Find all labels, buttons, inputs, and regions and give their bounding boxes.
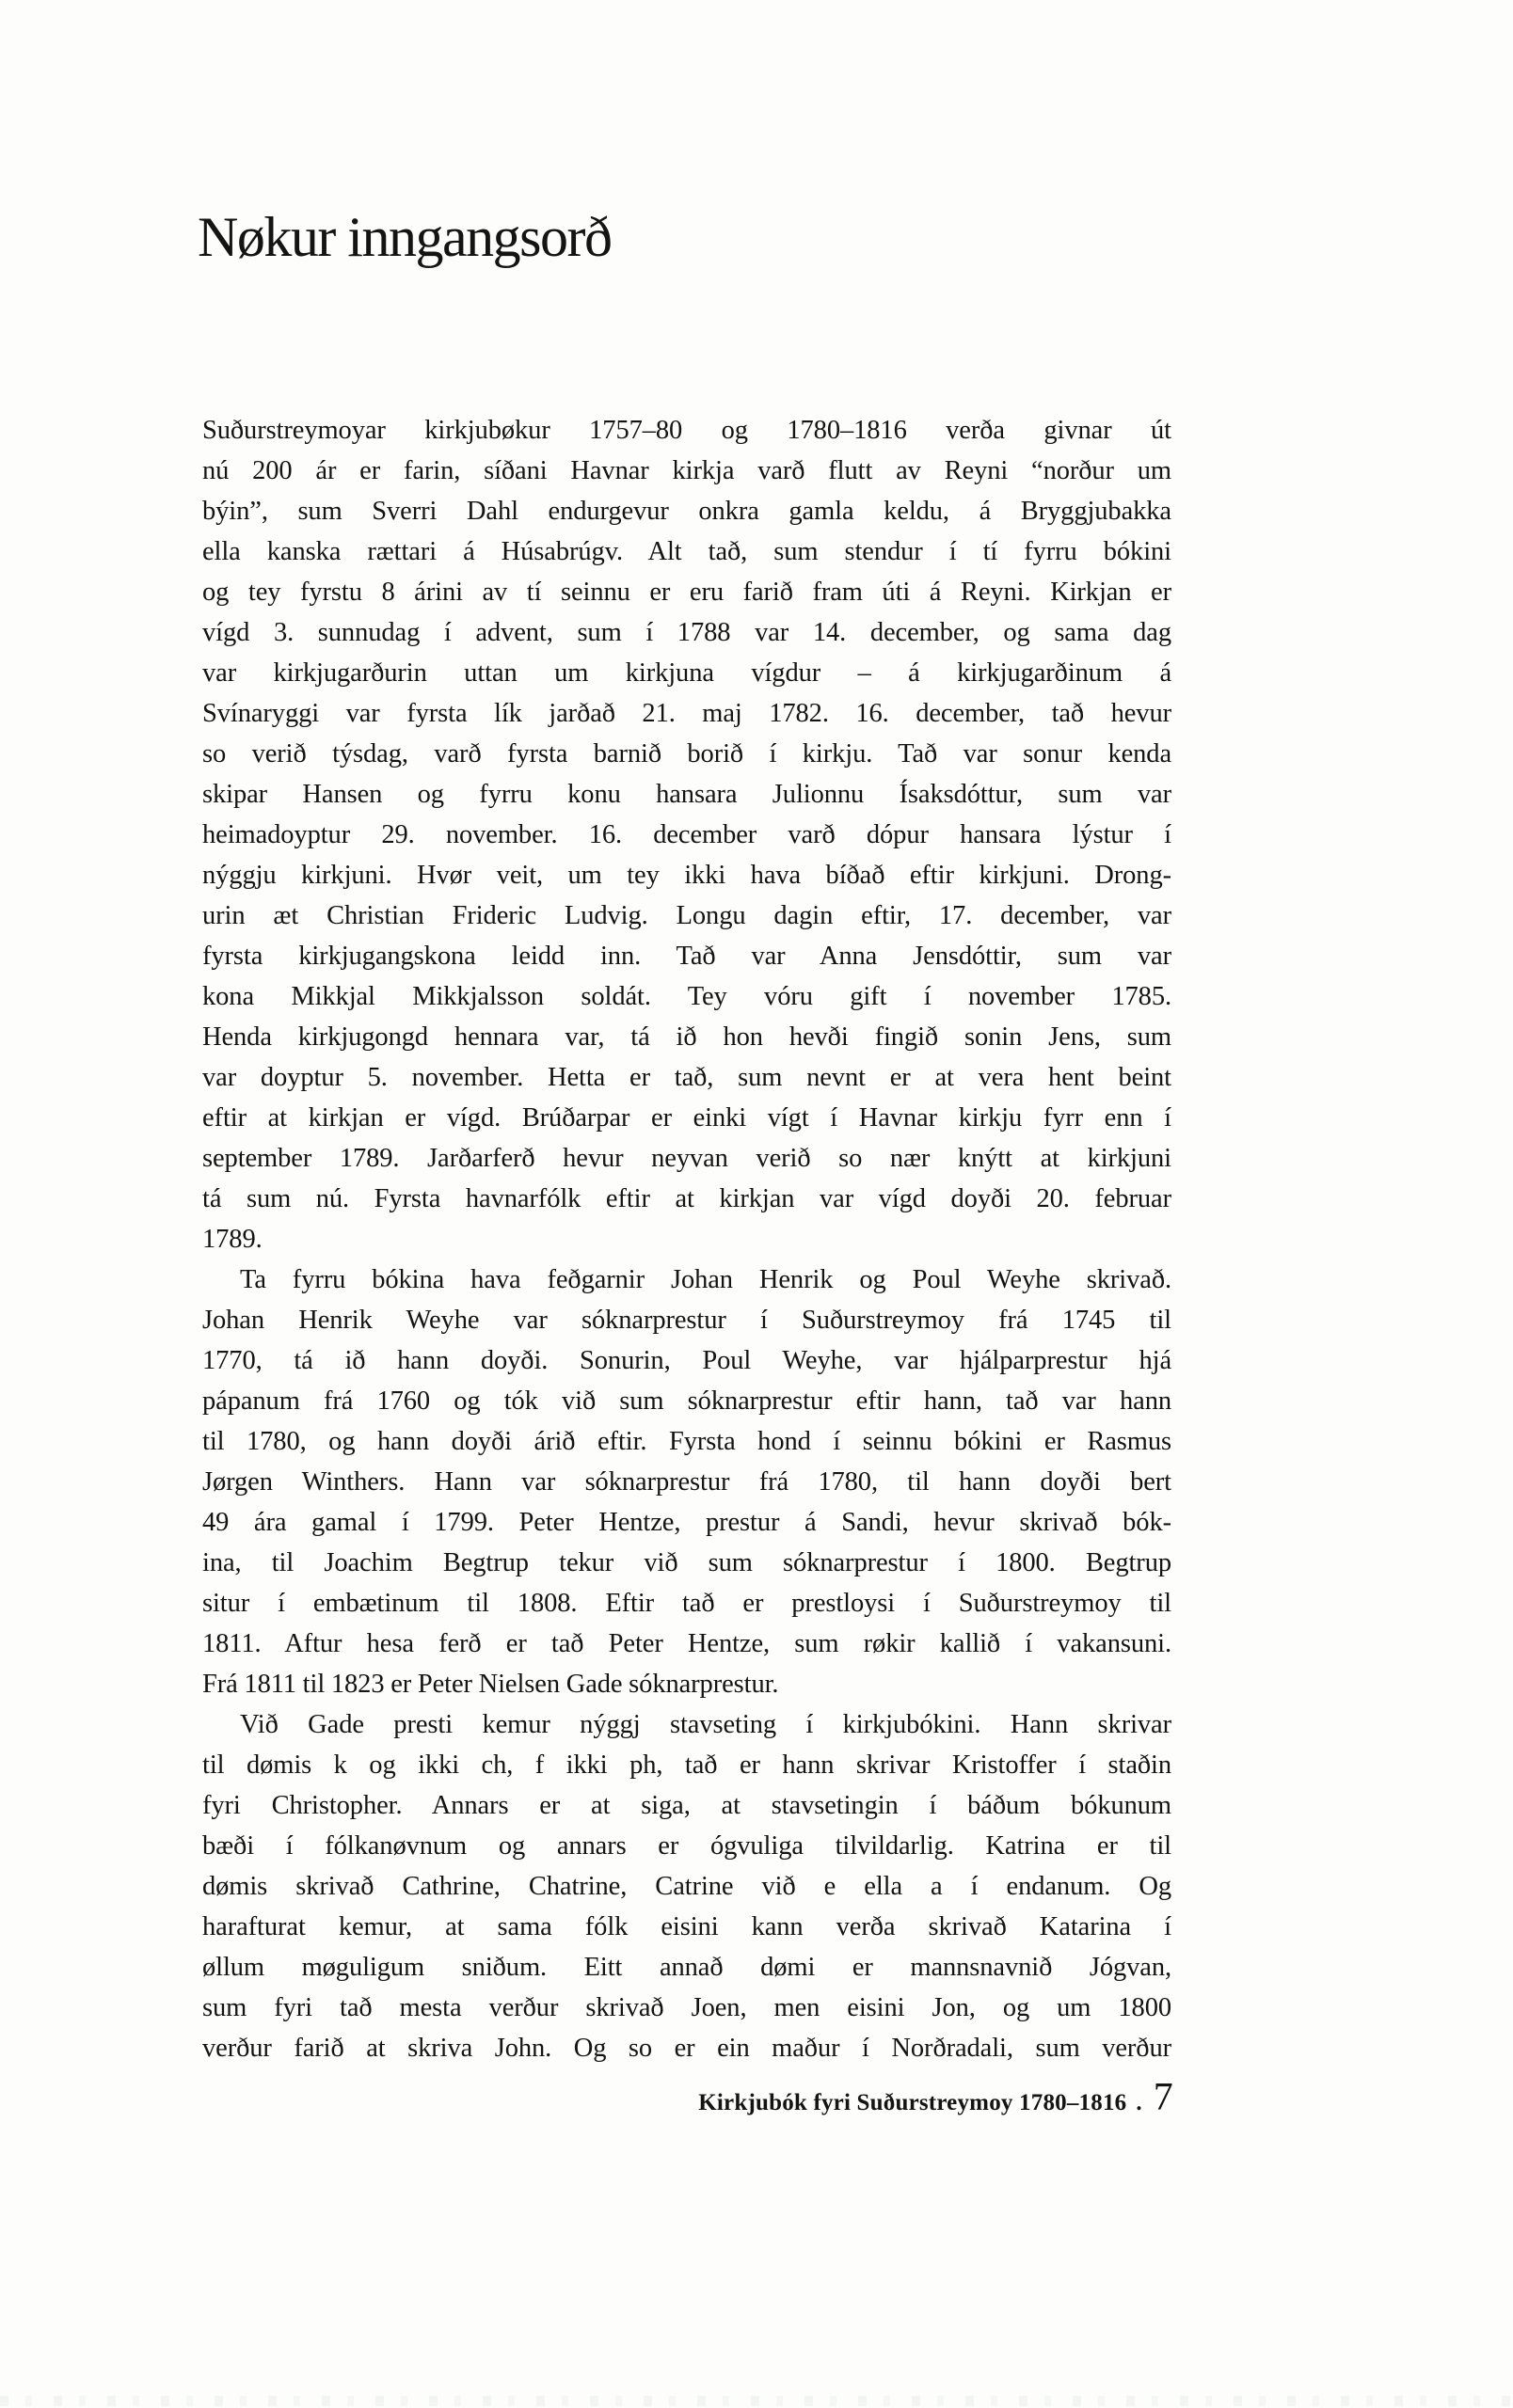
text-line: Jørgen Winthers. Hann var sóknarprestur frá 1780, til hann doyði bert <box>202 1467 1171 1497</box>
text-line: ina, til Joachim Begtrup tekur við sum sóknarprestur í 1800. Begtrup <box>202 1548 1171 1577</box>
text-line: var kirkjugarðurin uttan um kirkjuna vígdur – á kirkjugarðinum á <box>202 658 1171 688</box>
text-line: pápanum frá 1760 og tók við sum sóknarprestur eftir hann, tað var hann <box>202 1386 1171 1416</box>
text-line: var doyptur 5. november. Hetta er tað, sum nevnt er at vera hent beint <box>202 1063 1171 1092</box>
text-line: 49 ára gamal í 1799. Peter Hentze, prestur á Sandi, hevur skrivað bók- <box>202 1508 1171 1537</box>
text-line: bæði í fólkanøvnum og annars er ógvuliga tilvildarlig. Katrina er til <box>202 1831 1171 1861</box>
text-line: skipar Hansen og fyrru konu hansara Julionnu Ísaksdóttur, sum var <box>202 780 1171 809</box>
text-line: býin”, sum Sverri Dahl endurgevur onkra gamla keldu, á Bryggjubakka <box>202 497 1171 526</box>
text-line: 1789. <box>202 1225 263 1254</box>
footer-text: Kirkjubók fyri Suðurstreymoy 1780–1816 <box>698 2090 1127 2115</box>
text-line: eftir at kirkjan er vígd. Brúðarpar er einki vígt í Havnar kirkju fyrr enn í <box>202 1103 1171 1133</box>
text-line: Johan Henrik Weyhe var sóknarprestur í Suðurstreymoy frá 1745 til <box>202 1306 1171 1335</box>
text-line: tá sum nú. Fyrsta havnarfólk eftir at kirkjan var vígd doyði 20. februar <box>202 1184 1171 1213</box>
text-line: 1811. Aftur hesa ferð er tað Peter Hentze, sum røkir kallið í vakansuni. <box>202 1629 1171 1658</box>
text-line: urin æt Christian Frideric Ludvig. Longu dagin eftir, 17. december, var <box>202 901 1171 930</box>
text-line: ella kanska rættari á Húsabrúgv. Alt tað, sum stendur í tí fyrru bókini <box>202 537 1171 566</box>
text-line: Við Gade presti kemur nýggj stavseting í kirkjubókini. Hann skrivar <box>240 1710 1171 1739</box>
text-line: vígd 3. sunnudag í advent, sum í 1788 var 14. december, og sama dag <box>202 618 1171 647</box>
text-line: Frá 1811 til 1823 er Peter Nielsen Gade sóknarprestur. <box>202 1670 779 1699</box>
text-line: kona Mikkjal Mikkjalsson soldát. Tey vóru gift í november 1785. <box>202 982 1171 1011</box>
text-line: Svínaryggi var fyrsta lík jarðað 21. maj 1782. 16. december, tað hevur <box>202 699 1171 728</box>
text-line: til dømis k og ikki ch, f ikki ph, tað er hann skrivar Kristoffer í staðin <box>202 1751 1171 1780</box>
text-line: Suðurstreymoyar kirkjubøkur 1757–80 og 1780–1816 verða givnar út <box>202 416 1171 445</box>
text-line: september 1789. Jarðarferð hevur neyvan verið so nær knýtt at kirkjuni <box>202 1144 1171 1173</box>
text-line: nýggju kirkjuni. Hvør veit, um tey ikki hava bíðað eftir kirkjuni. Drong- <box>202 861 1171 890</box>
text-line: til 1780, og hann doyði árið eftir. Fyrsta hond í seinnu bókini er Rasmus <box>202 1427 1171 1456</box>
footer-separator: . <box>1136 2090 1142 2115</box>
text-line: og tey fyrstu 8 árini av tí seinnu er eru farið fram úti á Reyni. Kirkjan er <box>202 578 1171 607</box>
text-line: fyrsta kirkjugangskona leidd inn. Tað var Anna Jensdóttir, sum var <box>202 942 1171 971</box>
text-line: nú 200 ár er farin, síðani Havnar kirkja varð flutt av Reyni “norður um <box>202 456 1171 485</box>
text-line: sum fyri tað mesta verður skrivað Joen, men eisini Jon, og um 1800 <box>202 1993 1171 2022</box>
text-line: dømis skrivað Cathrine, Chatrine, Catrine við e ella a í endanum. Og <box>202 1872 1171 1901</box>
text-line: Henda kirkjugongd hennara var, tá ið hon hevði fingið sonin Jens, sum <box>202 1022 1171 1052</box>
footer-page-number: 7 <box>1153 2076 1173 2119</box>
footer <box>202 2075 1173 2120</box>
text-line: situr í embætinum til 1808. Eftir tað er prestloysi í Suðurstreymoy til <box>202 1589 1171 1618</box>
text-line: øllum møguligum sniðum. Eitt annað dømi er mannsnavnið Jógvan, <box>202 1953 1171 1982</box>
text-line: harafturat kemur, at sama fólk eisini kann verða skrivað Katarina í <box>202 1912 1171 1941</box>
text-line: verður farið at skriva John. Og so er ein maður í Norðradali, sum verður <box>202 2034 1171 2063</box>
body-text <box>202 410 1171 2068</box>
page-bottom-scan-artifact <box>0 2396 1513 2406</box>
text-line: 1770, tá ið hann doyði. Sonurin, Poul Weyhe, var hjálparprestur hjá <box>202 1346 1171 1375</box>
text-line: Ta fyrru bókina hava feðgarnir Johan Henrik og Poul Weyhe skrivað. <box>240 1265 1171 1294</box>
text-line: so verið týsdag, varð fyrsta barnið borið í kirkju. Tað var sonur kenda <box>202 739 1171 768</box>
page-title: Nøkur inngangsorð <box>198 206 612 268</box>
text-line: fyri Christopher. Annars er at siga, at stavsetingin í báðum bókunum <box>202 1791 1171 1820</box>
text-line: heimadoyptur 29. november. 16. december varð dópur hansara lýstur í <box>202 820 1171 849</box>
